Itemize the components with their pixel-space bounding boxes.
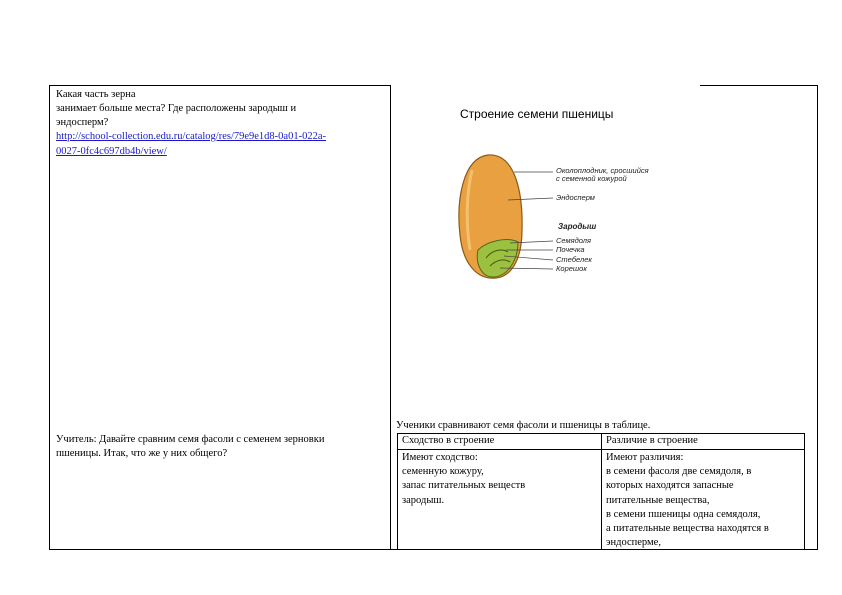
- frame-top-left: [49, 85, 391, 86]
- difference-line-3: которых находятся запасные: [606, 480, 734, 491]
- difference-line-6: а питательные вещества находятся в: [606, 523, 769, 534]
- teacher-line-2: пшеницы. Итак, что же у них общего?: [56, 448, 228, 459]
- label-root: Корешок: [556, 264, 587, 273]
- label-bud: Почечка: [556, 245, 585, 254]
- teacher-line-1: Учитель: Давайте сравним семя фасоли с семенем зерновки: [56, 434, 325, 445]
- difference-line-2: в семени фасоля две семядоля, в: [606, 466, 752, 477]
- difference-line-1: Имеют различия:: [606, 452, 684, 463]
- similarity-line-2: семенную кожуру,: [402, 466, 484, 477]
- table-header-similarity: Сходство в строение: [402, 435, 495, 446]
- label-pericarp-1: Околоплодник, сросшийся: [556, 166, 649, 175]
- question-line-2: занимает больше места? Где расположены зародыш и: [56, 103, 297, 114]
- difference-line-7: эндосперме,: [606, 537, 661, 548]
- table-header-difference: Различие в строение: [606, 435, 698, 446]
- wheat-seed-diagram: [448, 150, 688, 290]
- question-line-1: Какая часть зерна: [56, 89, 136, 100]
- students-text: Ученики сравнивают семя фасоли и пшеницы в таблице.: [396, 420, 651, 431]
- similarity-line-3: запас питательных веществ: [402, 480, 526, 491]
- label-pericarp-2: с семенной кожурой: [556, 174, 627, 183]
- frame-left: [49, 85, 50, 550]
- label-cotyledon: Семядоля: [556, 236, 592, 245]
- similarity-line-4: зародыш.: [402, 495, 445, 506]
- frame-mid: [390, 85, 391, 550]
- label-embryo: Зародыш: [558, 222, 597, 231]
- label-stem: Стебелек: [556, 255, 592, 264]
- frame-right: [817, 85, 818, 550]
- difference-line-5: в семени пшеницы одна семядоля,: [606, 509, 761, 520]
- figure-title: Строение семени пшеницы: [460, 107, 614, 121]
- label-endosperm: Эндосперм: [556, 193, 595, 202]
- similarity-line-1: Имеют сходство:: [402, 452, 478, 463]
- frame-top-right: [700, 85, 818, 86]
- question-line-3: эндосперм?: [56, 117, 109, 128]
- collection-link-line-1[interactable]: http://school-collection.edu.ru/catalog/res/79e9e1d8-0a01-022a-: [56, 131, 326, 142]
- comparison-table: [397, 433, 805, 550]
- collection-link-line-2[interactable]: 0027-0fc4c697db4b/view/: [56, 146, 167, 157]
- difference-line-4: питательные вещества,: [606, 495, 710, 506]
